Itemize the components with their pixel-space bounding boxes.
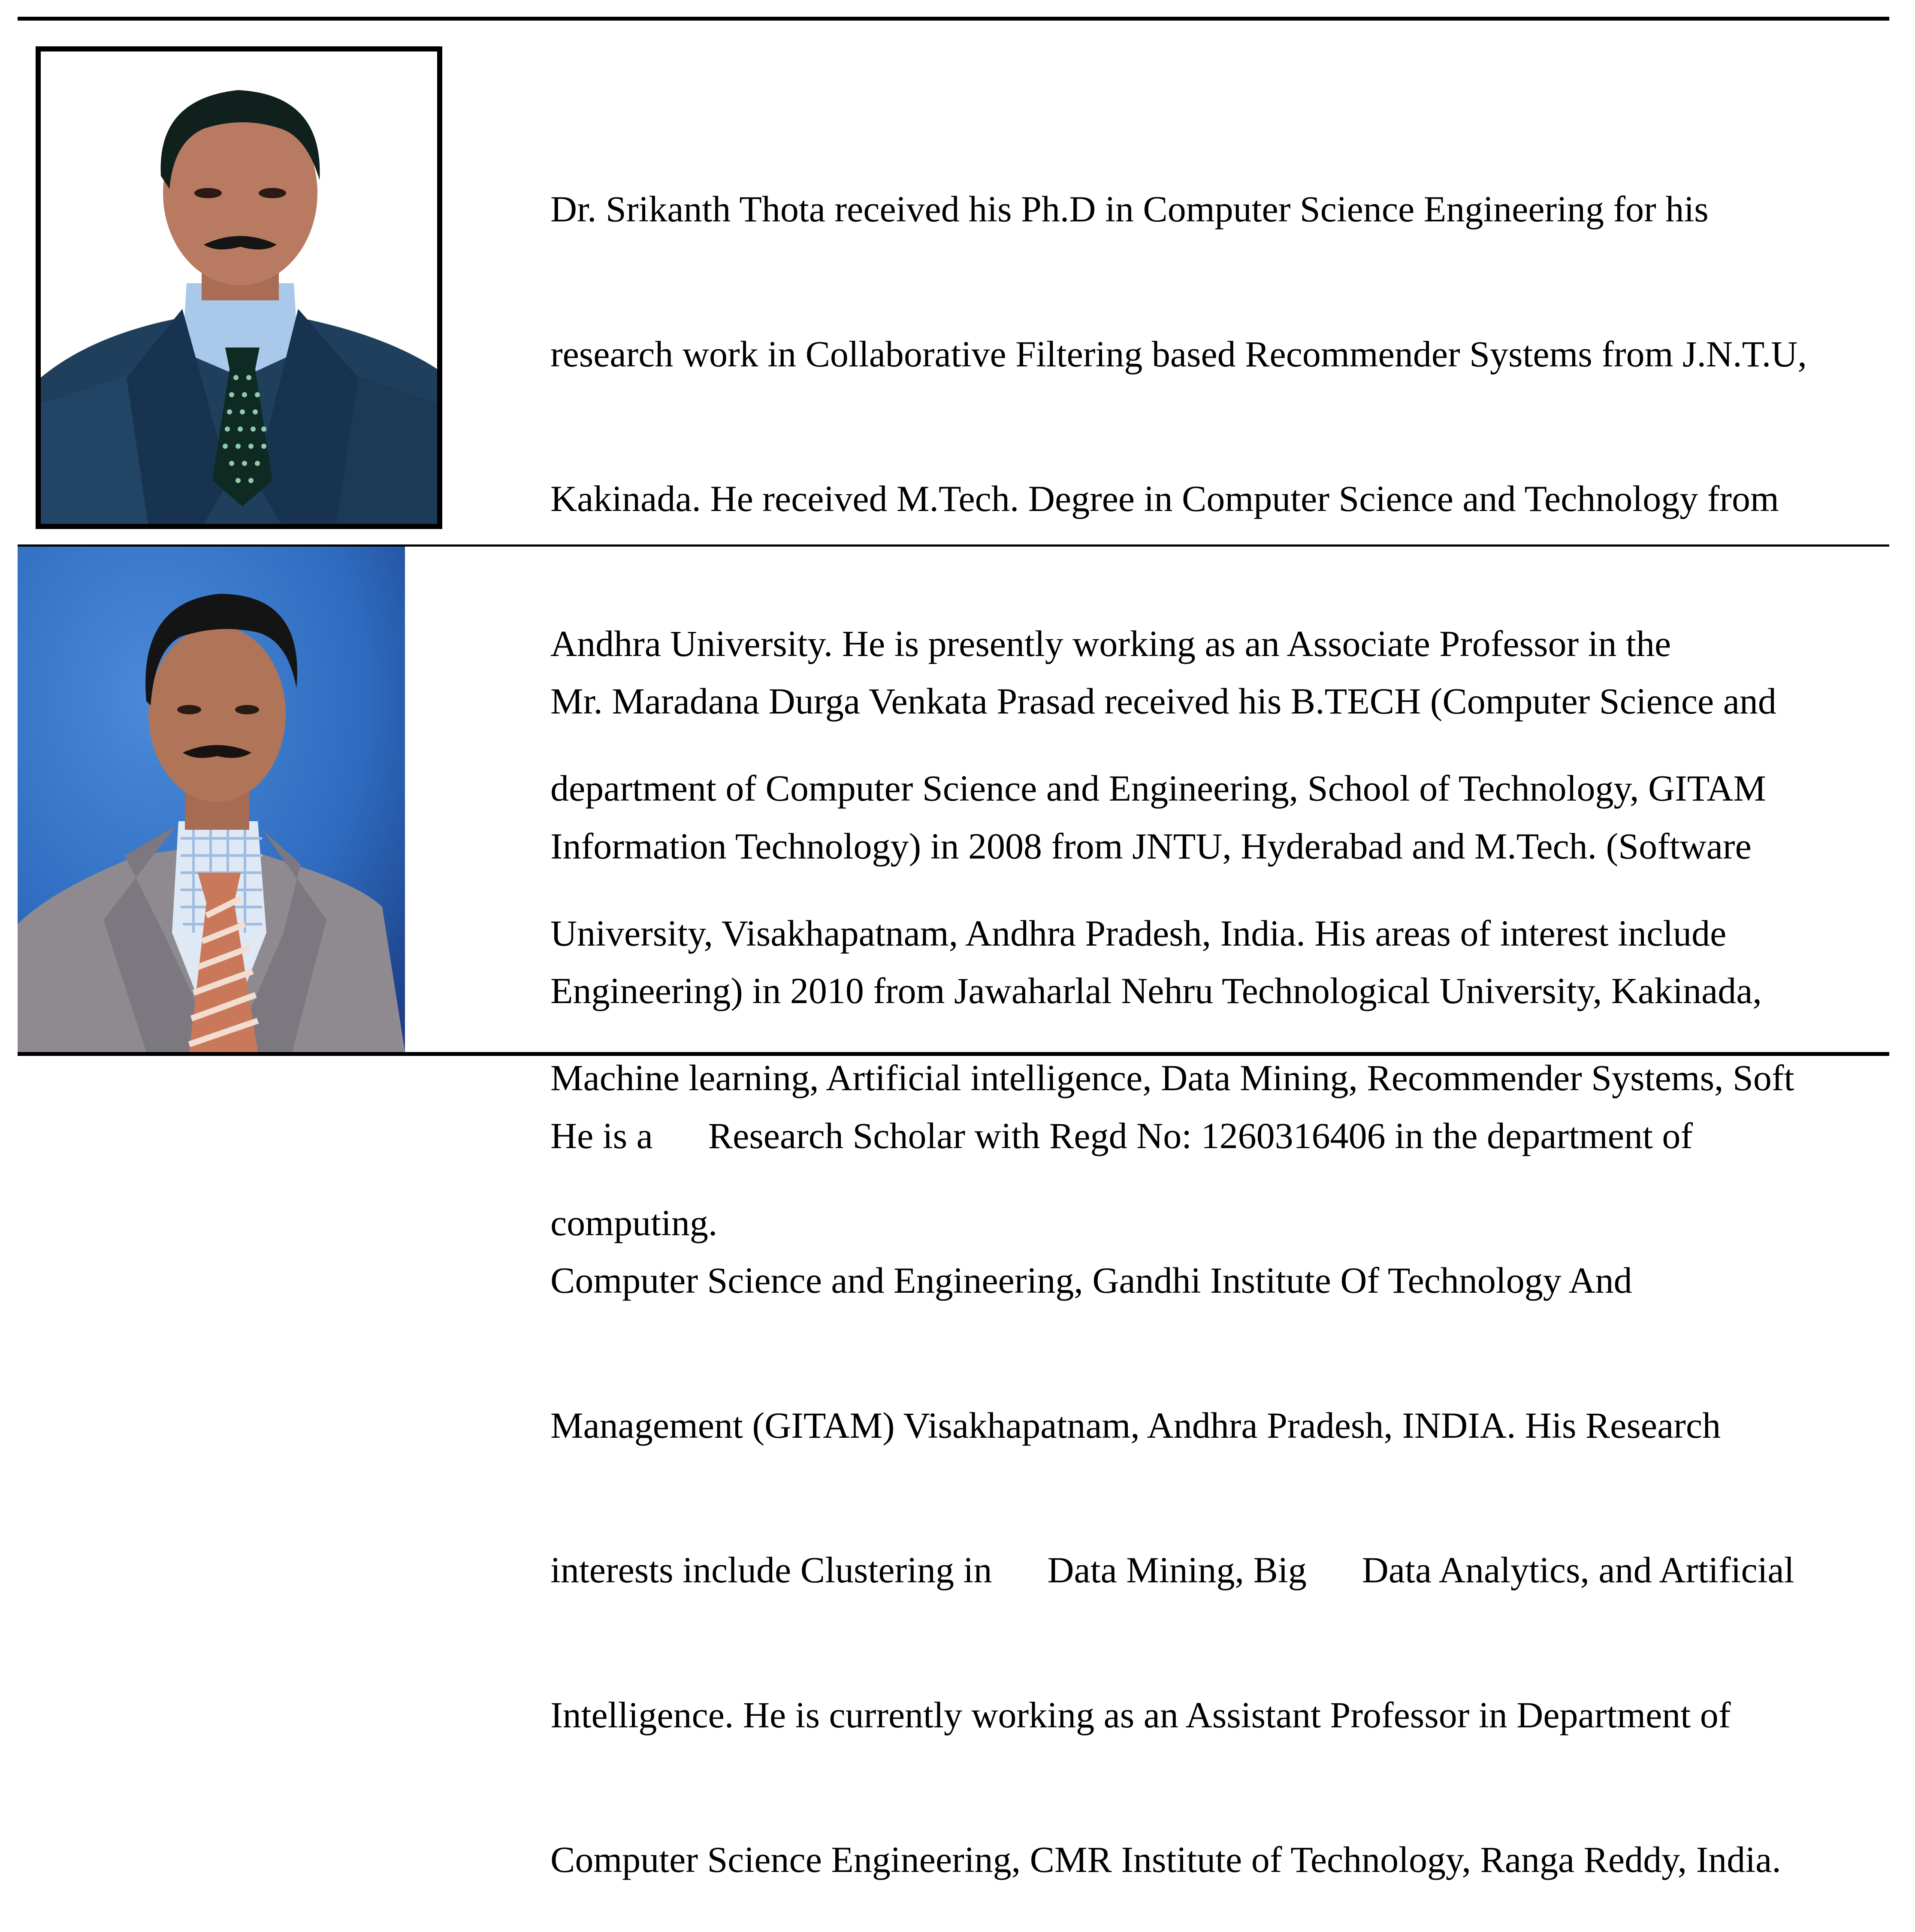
bio-line: Computer Science Engineering, CMR Institute of Technology, Ranga Reddy, India. [550, 1839, 1781, 1880]
bio-line: Information Technology) in 2008 from JNTU, Hyderabad and M.Tech. (Software [550, 825, 1752, 867]
bio-line: Computer Science and Engineering, Gandhi Institute Of Technology And [550, 1260, 1632, 1301]
bio-line: He is a Research Scholar with Regd No: 1260316406 in the department of [550, 1115, 1693, 1156]
portrait-1-icon [41, 51, 437, 524]
author-bio-maradana-durga-venkata-prasad [550, 581, 1794, 1932]
bio-line: Machine learning, Artificial intelligence, Data Mining, Recommender Systems, Soft [550, 1057, 1794, 1098]
author-photo-maradana-durga-venkata-prasad [18, 547, 405, 1052]
bio-line: computing. [550, 1202, 718, 1243]
bio-line: department of Computer Science and Engineering, School of Technology, GITAM [550, 768, 1766, 809]
bio-line: Management (GITAM) Visakhapatnam, Andhra Pradesh, INDIA. His Research [550, 1404, 1721, 1446]
author-photo-srikanth-thota [36, 46, 442, 529]
bio-line: Mr. Maradana Durga Venkata Prasad received his B.TECH (Computer Science and [550, 680, 1776, 722]
bio-line: Engineering) in 2010 from Jawaharlal Nehru Technological University, Kakinada, [550, 970, 1762, 1011]
table-top-rule [18, 17, 1889, 21]
bio-line: Intelligence. He is currently working as an Assistant Professor in Department of [550, 1694, 1731, 1735]
bio-line: Andhra University. He is presently working as an Associate Professor in the [550, 623, 1671, 664]
bio-line: Kakinada. He received M.Tech. Degree in Computer Science and Technology from [550, 478, 1779, 519]
bio-line: interests include Clustering in Data Mining, Big Data Analytics, and Artificial [550, 1549, 1794, 1590]
bio-line: University, Visakhapatnam, Andhra Pradesh, India. His areas of interest include [550, 912, 1727, 954]
bio-line: Dr. Srikanth Thota received his Ph.D in Computer Science Engineering for his [550, 188, 1709, 230]
portrait-2-icon [18, 547, 405, 1052]
bio-line: research work in Collaborative Filtering based Recommender Systems from J.N.T.U, [550, 333, 1807, 375]
table-bottom-rule [18, 1052, 1889, 1056]
